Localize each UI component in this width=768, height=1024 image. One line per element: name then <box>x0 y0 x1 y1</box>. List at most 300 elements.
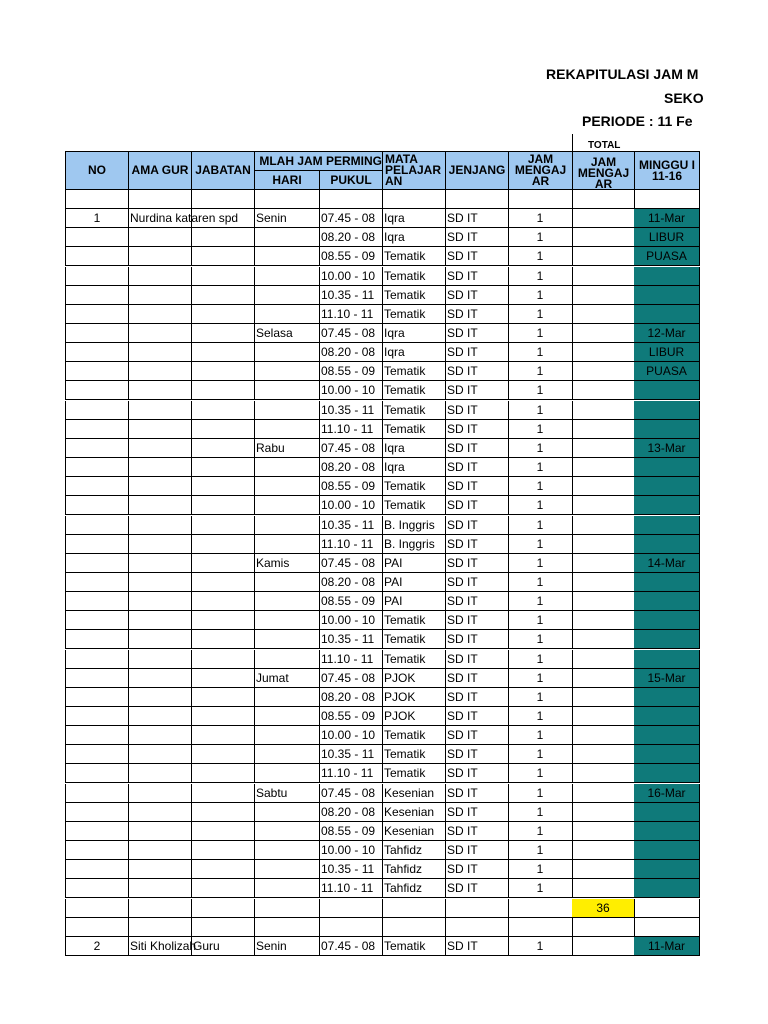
cell-jabatan <box>191 879 255 898</box>
cell-no <box>65 554 129 573</box>
cell-total <box>572 611 635 630</box>
cell-mata-pelajaran: Tahfidz <box>382 841 446 860</box>
cell-jenjang: SD IT <box>445 458 509 477</box>
cell-no <box>65 247 129 266</box>
cell-jabatan <box>191 841 255 860</box>
cell-jam-mengajar: 1 <box>508 324 573 343</box>
cell-pukul: 10.35 - 11 <box>319 286 383 305</box>
cell-total <box>572 343 635 362</box>
cell-total <box>572 477 635 496</box>
cell-jabatan <box>191 669 255 688</box>
cell-pukul: 08.20 - 08 <box>319 803 383 822</box>
cell-mata-pelajaran: Tematik <box>382 381 446 400</box>
cell-mata-pelajaran: PAI <box>382 573 446 592</box>
cell-nama-guru <box>128 439 192 458</box>
cell-jenjang: SD IT <box>445 324 509 343</box>
cell-mata-pelajaran: Tematik <box>382 496 446 515</box>
cell-no <box>65 305 129 324</box>
cell-minggu: 14-Mar <box>634 554 700 573</box>
cell-total <box>572 362 635 381</box>
cell-jenjang: SD IT <box>445 841 509 860</box>
cell-jabatan <box>191 592 255 611</box>
cell-mata-pelajaran: Tematik <box>382 420 446 439</box>
cell-jabatan <box>191 803 255 822</box>
cell-jam-mengajar: 1 <box>508 650 573 669</box>
cell-nama-guru <box>128 247 192 266</box>
cell-total <box>572 458 635 477</box>
cell-mata-pelajaran: Tematik <box>382 764 446 783</box>
cell-hari: Sabtu <box>254 784 320 803</box>
cell-jabatan <box>191 267 255 286</box>
cell-jenjang: SD IT <box>445 784 509 803</box>
cell-hari <box>254 573 320 592</box>
empty-cell <box>254 918 320 937</box>
cell-total <box>572 860 635 879</box>
cell-minggu <box>634 458 700 477</box>
cell-jabatan <box>191 209 255 228</box>
cell-pukul: 10.00 - 10 <box>319 726 383 745</box>
cell-pukul: 08.20 - 08 <box>319 573 383 592</box>
cell-nama-guru <box>128 784 192 803</box>
cell-minggu <box>634 286 700 305</box>
cell-jenjang: SD IT <box>445 669 509 688</box>
cell-no <box>65 458 129 477</box>
cell-minggu: 12-Mar <box>634 324 700 343</box>
cell-jabatan <box>191 745 255 764</box>
cell-no <box>65 879 129 898</box>
cell-minggu <box>634 841 700 860</box>
cell-hari <box>254 860 320 879</box>
cell-jam-mengajar: 1 <box>508 611 573 630</box>
report-title-line-1: REKAPITULASI JAM M <box>546 66 699 82</box>
empty-cell <box>382 918 446 937</box>
cell-nama-guru <box>128 592 192 611</box>
cell-jenjang: SD IT <box>445 516 509 535</box>
cell-nama-guru <box>128 305 192 324</box>
cell-jenjang: SD IT <box>445 688 509 707</box>
cell-no <box>65 726 129 745</box>
cell-jam-mengajar: 1 <box>508 784 573 803</box>
total-jam-cell: 36 <box>572 899 635 918</box>
cell-nama-guru <box>128 688 192 707</box>
cell-jabatan <box>191 305 255 324</box>
cell-total <box>572 630 635 649</box>
cell-jabatan <box>191 764 255 783</box>
cell-hari: Kamis <box>254 554 320 573</box>
cell-jabatan <box>191 477 255 496</box>
cell-no <box>65 822 129 841</box>
cell-jam-mengajar: 1 <box>508 879 573 898</box>
cell-hari <box>254 688 320 707</box>
cell-jenjang: SD IT <box>445 439 509 458</box>
cell-nama-guru: Nurdina kataren spd <box>128 209 192 228</box>
cell-jenjang: SD IT <box>445 707 509 726</box>
cell-jam-mengajar: 1 <box>508 573 573 592</box>
cell-jabatan <box>191 573 255 592</box>
cell-jabatan <box>191 401 255 420</box>
cell-hari <box>254 841 320 860</box>
cell-nama-guru <box>128 267 192 286</box>
cell-hari <box>254 267 320 286</box>
cell-pukul: 07.45 - 08 <box>319 784 383 803</box>
cell-mata-pelajaran: Kesenian <box>382 803 446 822</box>
cell-jam-mengajar: 1 <box>508 688 573 707</box>
cell-nama-guru <box>128 764 192 783</box>
empty-cell <box>191 918 255 937</box>
empty-cell <box>128 918 192 937</box>
cell-hari <box>254 630 320 649</box>
cell-hari <box>254 362 320 381</box>
cell-pukul: 10.00 - 10 <box>319 267 383 286</box>
cell-jabatan <box>191 516 255 535</box>
cell-no <box>65 669 129 688</box>
cell-nama-guru <box>128 803 192 822</box>
cell-jabatan <box>191 554 255 573</box>
cell-pukul: 10.00 - 10 <box>319 841 383 860</box>
cell-minggu <box>634 401 700 420</box>
cell-minggu <box>634 381 700 400</box>
cell-mata-pelajaran: PJOK <box>382 688 446 707</box>
cell-no <box>65 764 129 783</box>
cell-no <box>65 496 129 515</box>
cell-minggu <box>634 305 700 324</box>
cell-jenjang: SD IT <box>445 803 509 822</box>
header-no: NO <box>65 151 129 190</box>
cell-mata-pelajaran: PAI <box>382 592 446 611</box>
cell-total <box>572 745 635 764</box>
cell-jabatan <box>191 362 255 381</box>
cell-nama-guru <box>128 573 192 592</box>
empty-cell <box>382 899 446 918</box>
cell-minggu <box>634 822 700 841</box>
empty-cell <box>572 918 635 937</box>
cell-jam-mengajar: 1 <box>508 937 573 956</box>
cell-hari <box>254 764 320 783</box>
cell-pukul: 08.55 - 09 <box>319 362 383 381</box>
cell-mata-pelajaran: PJOK <box>382 669 446 688</box>
cell-jenjang: SD IT <box>445 937 509 956</box>
cell-nama-guru <box>128 420 192 439</box>
cell-jam-mengajar: 1 <box>508 554 573 573</box>
cell-nama-guru <box>128 516 192 535</box>
cell-jenjang: SD IT <box>445 860 509 879</box>
cell-nama-guru <box>128 745 192 764</box>
cell-hari <box>254 381 320 400</box>
cell-no <box>65 611 129 630</box>
cell-mata-pelajaran: Tematik <box>382 305 446 324</box>
cell-hari <box>254 286 320 305</box>
cell-jam-mengajar: 1 <box>508 630 573 649</box>
cell-no <box>65 745 129 764</box>
cell-pukul: 07.45 - 08 <box>319 439 383 458</box>
cell-jam-mengajar: 1 <box>508 535 573 554</box>
cell-no <box>65 439 129 458</box>
cell-total <box>572 535 635 554</box>
cell-jenjang: SD IT <box>445 305 509 324</box>
cell-jam-mengajar: 1 <box>508 477 573 496</box>
cell-jabatan: Guru <box>191 937 255 956</box>
cell-total <box>572 803 635 822</box>
cell-total <box>572 420 635 439</box>
cell-minggu: 16-Mar <box>634 784 700 803</box>
header-pukul: PUKUL <box>319 170 383 190</box>
cell-hari <box>254 611 320 630</box>
cell-nama-guru <box>128 381 192 400</box>
cell-mata-pelajaran: Tematik <box>382 286 446 305</box>
cell-hari <box>254 477 320 496</box>
cell-jabatan <box>191 726 255 745</box>
cell-total <box>572 573 635 592</box>
header-hari: HARI <box>254 170 320 190</box>
header-minggu: MINGGU I 11-16 <box>634 151 700 190</box>
header-nama-guru: AMA GUR <box>128 151 192 190</box>
cell-total <box>572 267 635 286</box>
empty-cell <box>445 918 509 937</box>
cell-pukul: 07.45 - 08 <box>319 669 383 688</box>
empty-cell <box>191 190 255 209</box>
cell-hari: Jumat <box>254 669 320 688</box>
cell-nama-guru <box>128 726 192 745</box>
cell-jam-mengajar: 1 <box>508 362 573 381</box>
cell-no <box>65 535 129 554</box>
cell-nama-guru <box>128 286 192 305</box>
cell-pukul: 10.00 - 10 <box>319 496 383 515</box>
cell-mata-pelajaran: B. Inggris <box>382 535 446 554</box>
cell-minggu: LIBUR <box>634 228 700 247</box>
cell-total <box>572 688 635 707</box>
cell-pukul: 10.35 - 11 <box>319 860 383 879</box>
empty-cell <box>128 899 192 918</box>
cell-jenjang: SD IT <box>445 650 509 669</box>
cell-pukul: 10.35 - 11 <box>319 516 383 535</box>
cell-jenjang: SD IT <box>445 879 509 898</box>
cell-jenjang: SD IT <box>445 477 509 496</box>
cell-no <box>65 381 129 400</box>
cell-minggu <box>634 420 700 439</box>
cell-jenjang: SD IT <box>445 381 509 400</box>
cell-jam-mengajar: 1 <box>508 458 573 477</box>
cell-jenjang: SD IT <box>445 764 509 783</box>
cell-jam-mengajar: 1 <box>508 401 573 420</box>
cell-jam-mengajar: 1 <box>508 439 573 458</box>
cell-jam-mengajar: 1 <box>508 267 573 286</box>
cell-total <box>572 439 635 458</box>
cell-minggu <box>634 650 700 669</box>
cell-minggu <box>634 267 700 286</box>
cell-hari: Senin <box>254 209 320 228</box>
cell-hari <box>254 458 320 477</box>
cell-mata-pelajaran: Tematik <box>382 630 446 649</box>
cell-jenjang: SD IT <box>445 573 509 592</box>
cell-nama-guru <box>128 477 192 496</box>
cell-hari: Selasa <box>254 324 320 343</box>
cell-mata-pelajaran: Tematik <box>382 362 446 381</box>
cell-pukul: 11.10 - 11 <box>319 650 383 669</box>
cell-pukul: 07.45 - 08 <box>319 209 383 228</box>
cell-jenjang: SD IT <box>445 611 509 630</box>
cell-jam-mengajar: 1 <box>508 247 573 266</box>
cell-hari <box>254 650 320 669</box>
cell-mata-pelajaran: Iqra <box>382 228 446 247</box>
cell-jam-mengajar: 1 <box>508 228 573 247</box>
cell-hari <box>254 516 320 535</box>
cell-jenjang: SD IT <box>445 362 509 381</box>
cell-no <box>65 228 129 247</box>
cell-mata-pelajaran: Tematik <box>382 650 446 669</box>
cell-total <box>572 937 635 956</box>
cell-jenjang: SD IT <box>445 343 509 362</box>
cell-jenjang: SD IT <box>445 228 509 247</box>
cell-mata-pelajaran: Iqra <box>382 324 446 343</box>
cell-pukul: 11.10 - 11 <box>319 420 383 439</box>
empty-cell <box>191 899 255 918</box>
cell-no <box>65 707 129 726</box>
cell-jabatan <box>191 707 255 726</box>
cell-minggu <box>634 611 700 630</box>
cell-jabatan <box>191 860 255 879</box>
cell-mata-pelajaran: Tahfidz <box>382 860 446 879</box>
cell-no <box>65 324 129 343</box>
cell-nama-guru <box>128 458 192 477</box>
cell-mata-pelajaran: Kesenian <box>382 822 446 841</box>
cell-nama-guru <box>128 707 192 726</box>
cell-jenjang: SD IT <box>445 726 509 745</box>
cell-jam-mengajar: 1 <box>508 803 573 822</box>
cell-nama-guru <box>128 860 192 879</box>
cell-minggu: 13-Mar <box>634 439 700 458</box>
cell-hari <box>254 726 320 745</box>
cell-minggu: 11-Mar <box>634 937 700 956</box>
empty-cell <box>254 190 320 209</box>
total-top-label: TOTAL <box>588 140 621 151</box>
cell-no <box>65 860 129 879</box>
cell-nama-guru <box>128 401 192 420</box>
cell-pukul: 08.55 - 09 <box>319 477 383 496</box>
cell-minggu <box>634 879 700 898</box>
cell-no <box>65 688 129 707</box>
cell-jabatan <box>191 381 255 400</box>
cell-pukul: 08.55 - 09 <box>319 822 383 841</box>
cell-jabatan <box>191 496 255 515</box>
empty-cell <box>65 899 129 918</box>
cell-pukul: 11.10 - 11 <box>319 305 383 324</box>
cell-jam-mengajar: 1 <box>508 764 573 783</box>
cell-nama-guru <box>128 611 192 630</box>
cell-pukul: 07.45 - 08 <box>319 554 383 573</box>
header-mata-pelajaran: MATA PELAJAR AN <box>382 151 446 190</box>
cell-pukul: 08.20 - 08 <box>319 688 383 707</box>
cell-jam-mengajar: 1 <box>508 381 573 400</box>
cell-total <box>572 286 635 305</box>
cell-jam-mengajar: 1 <box>508 516 573 535</box>
cell-minggu <box>634 592 700 611</box>
cell-jenjang: SD IT <box>445 401 509 420</box>
empty-cell <box>634 899 700 918</box>
cell-jenjang: SD IT <box>445 247 509 266</box>
cell-jenjang: SD IT <box>445 554 509 573</box>
cell-mata-pelajaran: Tematik <box>382 477 446 496</box>
cell-nama-guru <box>128 343 192 362</box>
cell-jam-mengajar: 1 <box>508 420 573 439</box>
cell-total <box>572 324 635 343</box>
cell-nama-guru <box>128 554 192 573</box>
cell-total <box>572 764 635 783</box>
cell-jenjang: SD IT <box>445 822 509 841</box>
cell-hari <box>254 305 320 324</box>
cell-jam-mengajar: 1 <box>508 841 573 860</box>
cell-pukul: 10.00 - 10 <box>319 611 383 630</box>
cell-no <box>65 650 129 669</box>
cell-jenjang: SD IT <box>445 496 509 515</box>
header-jumlah-jam: MLAH JAM PERMING <box>254 151 383 171</box>
empty-cell <box>508 190 573 209</box>
cell-pukul: 07.45 - 08 <box>319 324 383 343</box>
cell-pukul: 08.55 - 09 <box>319 707 383 726</box>
cell-no <box>65 516 129 535</box>
cell-jabatan <box>191 439 255 458</box>
cell-no <box>65 784 129 803</box>
cell-total <box>572 879 635 898</box>
cell-minggu <box>634 707 700 726</box>
cell-hari <box>254 707 320 726</box>
cell-hari <box>254 228 320 247</box>
cell-minggu <box>634 764 700 783</box>
cell-mata-pelajaran: Iqra <box>382 209 446 228</box>
cell-jam-mengajar: 1 <box>508 669 573 688</box>
cell-jabatan <box>191 286 255 305</box>
cell-minggu <box>634 726 700 745</box>
cell-mata-pelajaran: Iqra <box>382 439 446 458</box>
cell-minggu: 15-Mar <box>634 669 700 688</box>
cell-nama-guru <box>128 841 192 860</box>
cell-total <box>572 305 635 324</box>
cell-mata-pelajaran: Tematik <box>382 745 446 764</box>
cell-jenjang: SD IT <box>445 535 509 554</box>
cell-jam-mengajar: 1 <box>508 726 573 745</box>
empty-cell <box>508 918 573 937</box>
cell-total <box>572 247 635 266</box>
cell-minggu: 11-Mar <box>634 209 700 228</box>
cell-jenjang: SD IT <box>445 420 509 439</box>
cell-mata-pelajaran: Tematik <box>382 726 446 745</box>
report-title-line-3: PERIODE : 11 Fe <box>582 113 693 129</box>
cell-jenjang: SD IT <box>445 630 509 649</box>
cell-nama-guru <box>128 496 192 515</box>
cell-mata-pelajaran: PAI <box>382 554 446 573</box>
cell-jabatan <box>191 822 255 841</box>
cell-hari <box>254 401 320 420</box>
cell-no <box>65 573 129 592</box>
cell-hari <box>254 535 320 554</box>
cell-hari <box>254 496 320 515</box>
cell-hari <box>254 822 320 841</box>
cell-hari: Rabu <box>254 439 320 458</box>
cell-jenjang: SD IT <box>445 209 509 228</box>
cell-total <box>572 707 635 726</box>
cell-jenjang: SD IT <box>445 745 509 764</box>
cell-nama-guru <box>128 630 192 649</box>
cell-jabatan <box>191 688 255 707</box>
cell-jabatan <box>191 611 255 630</box>
cell-jabatan <box>191 324 255 343</box>
cell-pukul: 10.35 - 11 <box>319 745 383 764</box>
empty-cell <box>254 899 320 918</box>
cell-pukul: 11.10 - 11 <box>319 535 383 554</box>
cell-pukul: 08.55 - 09 <box>319 592 383 611</box>
cell-total <box>572 650 635 669</box>
cell-jabatan <box>191 650 255 669</box>
cell-pukul: 11.10 - 11 <box>319 879 383 898</box>
